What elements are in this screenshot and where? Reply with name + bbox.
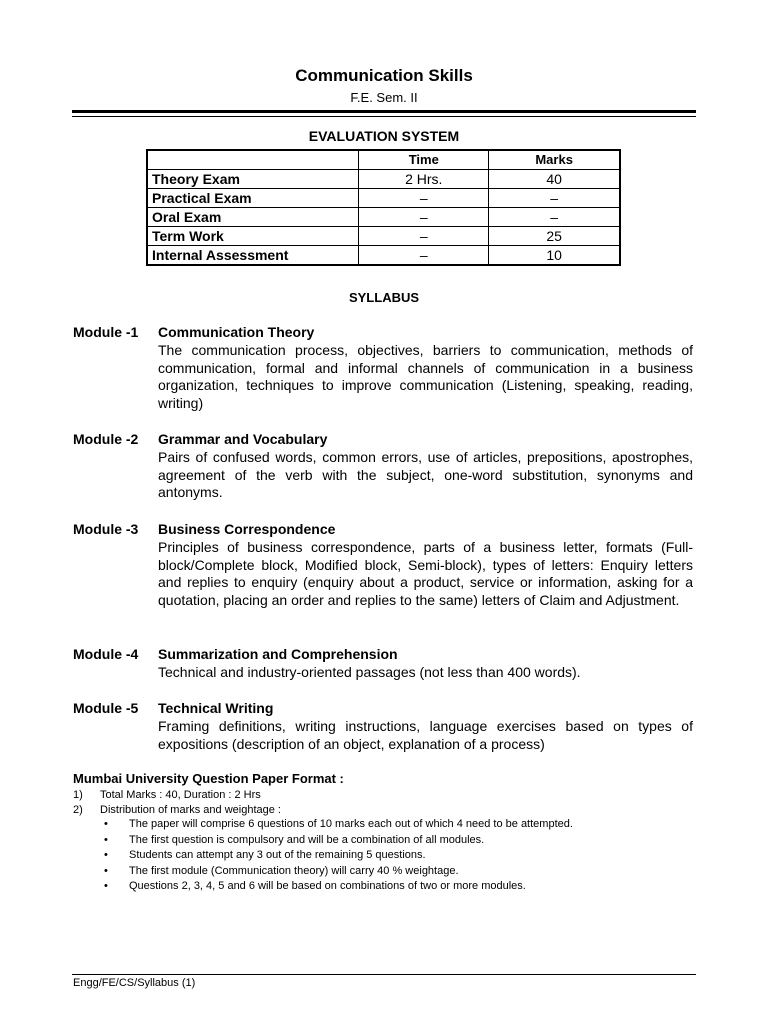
row-marks: 40 <box>489 170 620 189</box>
list-item <box>73 803 693 818</box>
bullet-text: Questions 2, 3, 4, 5 and 6 will be based on combinations of two or more modules. <box>129 880 526 892</box>
header-rule-thin <box>72 116 696 117</box>
table-row <box>147 208 620 227</box>
module-title: Technical Writing <box>158 700 274 716</box>
bullet-icon: • <box>104 880 108 892</box>
module-description: Principles of business correspondence, parts of a business letter, formats (Full-block/Complete block, Modified block, Semi-block), types of letters: Enquiry letters and replies to enquiry (enquiry about a product, service or information, asking for a quotation, placing an order and replies to the same) letters of Claim and Adjustment. <box>158 539 693 608</box>
module-title: Communication Theory <box>158 324 315 340</box>
table-row <box>147 246 620 266</box>
row-time: – <box>359 227 489 246</box>
evaluation-col-time: Time <box>359 150 489 170</box>
table-row <box>147 227 620 246</box>
bullet-item <box>73 833 693 849</box>
row-time: – <box>359 208 489 227</box>
row-label: Practical Exam <box>147 189 359 208</box>
bullet-item <box>73 848 693 864</box>
evaluation-header-row <box>147 150 620 170</box>
item-text: Distribution of marks and weightage : <box>100 803 281 816</box>
module-tag: Module -3 <box>73 521 139 537</box>
module-description: Pairs of confused words, common errors, use of articles, prepositions, apostrophes, agreement of the verb with the subject, one-word substitution, synonyms and antonyms. <box>158 449 693 500</box>
bullet-text: The first question is compulsory and will be a combination of all modules. <box>129 833 485 846</box>
row-label: Oral Exam <box>147 208 359 227</box>
row-label: Term Work <box>147 227 359 246</box>
bullet-icon: • <box>104 849 108 861</box>
page-footer: Engg/FE/CS/Syllabus (1) <box>73 977 196 989</box>
header-rule-thick <box>72 110 696 113</box>
row-label: Internal Assessment <box>147 246 359 266</box>
list-item <box>73 788 693 803</box>
bullet-icon: • <box>104 833 108 846</box>
module-description: The communication process, objectives, barriers to communication, methods of communication, formal and informal channels of communication in a business organization, techniques to improve communication (Listening, speaking, reading, writing) <box>158 342 693 411</box>
evaluation-heading: EVALUATION SYSTEM <box>308 128 460 144</box>
evaluation-col-marks: Marks <box>489 150 620 170</box>
row-label: Theory Exam <box>147 170 359 189</box>
bullet-icon: • <box>104 818 108 830</box>
row-marks: – <box>489 208 620 227</box>
row-time: 2 Hrs. <box>359 170 489 189</box>
module-title: Business Correspondence <box>158 521 336 537</box>
bullet-text: The first module (Communication theory) will carry 40 % weightage. <box>129 864 459 877</box>
row-marks: 25 <box>489 227 620 246</box>
page-subtitle: F.E. Sem. II <box>350 90 418 105</box>
module-description: Framing definitions, writing instructions, language exercises based on types of expositions (description of an object, explanation of a process) <box>158 718 693 752</box>
row-marks: – <box>489 189 620 208</box>
item-number: 2) <box>73 803 83 816</box>
item-text: Total Marks : 40, Duration : 2 Hrs <box>100 789 261 801</box>
row-time: – <box>359 246 489 266</box>
module-tag: Module -4 <box>73 646 139 662</box>
bullet-item <box>73 864 693 880</box>
module-tag: Module -2 <box>73 431 139 447</box>
bullet-text: Students can attempt any 3 out of the remaining 5 questions. <box>129 849 426 861</box>
evaluation-table <box>146 149 621 266</box>
bullet-item <box>73 817 693 833</box>
module-description: Technical and industry-oriented passages (not less than 400 words). <box>158 664 581 680</box>
table-row <box>147 170 620 189</box>
syllabus-heading: SYLLABUS <box>348 290 420 305</box>
evaluation-col-blank <box>147 150 359 170</box>
footer-rule <box>72 974 696 975</box>
paper-format-heading: Mumbai University Question Paper Format : <box>73 771 344 786</box>
paper-format-list <box>73 788 693 895</box>
row-time: – <box>359 189 489 208</box>
module-tag: Module -5 <box>73 700 139 716</box>
row-marks: 10 <box>489 246 620 266</box>
bullet-text: The paper will comprise 6 questions of 10 marks each out of which 4 need to be attempted. <box>129 818 573 830</box>
module-title: Grammar and Vocabulary <box>158 431 328 447</box>
page-title: Communication Skills <box>295 66 473 85</box>
item-number: 1) <box>73 789 83 801</box>
bullet-icon: • <box>104 864 108 877</box>
bullet-item <box>73 879 693 895</box>
module-tag: Module -1 <box>73 324 139 340</box>
module-title: Summarization and Comprehension <box>158 646 398 662</box>
table-row <box>147 189 620 208</box>
